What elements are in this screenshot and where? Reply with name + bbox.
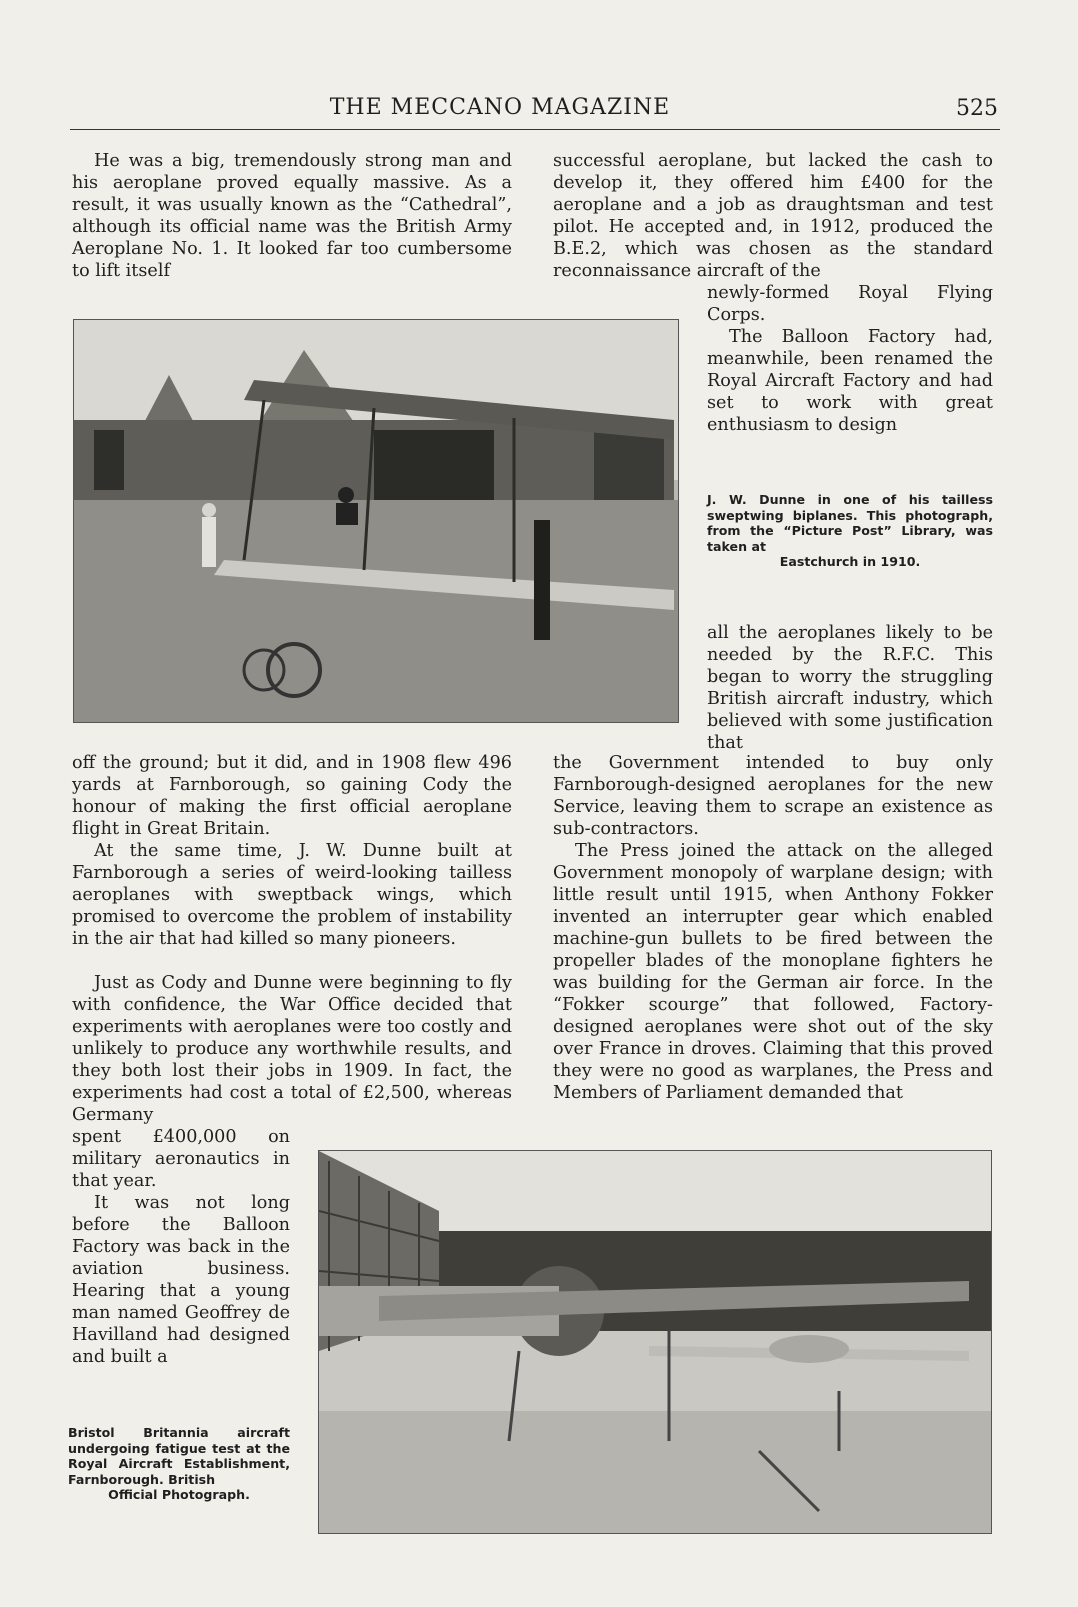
left-paragraph-5: It was not long before the Balloon Factory was back in the aviation business. Hearing that a young man named Geoffrey de Havilland had designed and built a (72, 1193, 290, 1367)
dunne-photo-caption (707, 492, 993, 570)
left-paragraph-3: At the same time, J. W. Dunne built at Farnborough a series of weird-looking tailless aeroplanes with sweptback wings, which promised to overcome the problem of instability in the air that had killed so many pioneers. (72, 841, 512, 949)
right-paragraph-1: successful aeroplane, but lacked the cash to develop it, they offered him £400 for the aeroplane and a job as draughtsman and test pilot. He accepted and, in 1912, produced the B.E.2, which was chosen as the standard reconnaissance aircraft of the (553, 151, 993, 281)
right-paragraph-3-cont: the Government intended to buy only Farnborough-designed aeroplanes for the new Service, leaving them to scrape an existence as sub-contractors. (553, 753, 993, 839)
left-paragraph-2: off the ground; but it did, and in 1908 flew 496 yards at Farnborough, so gaining Cody the honour of making the first official aeroplane flight in Great Britain. (72, 753, 512, 839)
dunne-caption-text: J. W. Dunne in one of his tailless sweptwing biplanes. This photograph, from the “Picture Post” Library, was taken at (707, 492, 993, 554)
right-paragraph-2: The Balloon Factory had, meanwhile, been renamed the Royal Aircraft Factory and had set to work with great enthusiasm to design (707, 327, 993, 435)
bristol-britannia-photo (318, 1150, 992, 1534)
right-paragraph-1-cont: newly-formed Royal Flying Corps. (707, 283, 993, 325)
left-paragraph-4-cont: spent £400,000 on military aeronautics in that year. (72, 1127, 290, 1191)
bristol-caption-text: Bristol Britannia aircraft undergoing fatigue test at the Royal Aircraft Establishment, Farnborough. British (68, 1425, 290, 1487)
dunne-caption-last-line: Eastchurch in 1910. (779, 554, 921, 569)
dunne-biplane-photo (73, 319, 679, 723)
bristol-caption-last-line: Official Photograph. (108, 1487, 250, 1502)
page-number: 525 (956, 96, 998, 121)
bristol-photo-caption (68, 1425, 290, 1503)
left-paragraph-4: Just as Cody and Dunne were beginning to fly with confidence, the War Office decided that experiments with aeroplanes were too costly and unlikely to produce any worthwhile results, and they both lost their jobs in 1909. In fact, the experiments had cost a total of £2,500, whereas Germany (72, 973, 512, 1125)
left-paragraph-1: He was a big, tremendously strong man and his aeroplane proved equally massive. As a result, it was usually known as the “Cathedral”, although its official name was the British Army Aeroplane No. 1. It looked far too cumbersome to lift itself (72, 151, 512, 281)
right-paragraph-3: all the aeroplanes likely to be needed by the R.F.C. This began to worry the struggling British aircraft industry, which believed with some justification that (707, 623, 993, 753)
right-paragraph-4: The Press joined the attack on the alleged Government monopoly of warplane design; with little result until 1915, when Anthony Fokker invented an interrupter gear which enabled machine-gun bullets to be fired between the propeller blades of the monoplane fighters he was building for the German air force. In the “Fokker scourge” that followed, Factory-designed aeroplanes were shot out of the sky over France in droves. Claiming that this proved they were no good as warplanes, the Press and Members of Parliament demanded that (553, 841, 993, 1103)
header-rule (70, 129, 1000, 130)
magazine-title: THE MECCANO MAGAZINE (329, 95, 671, 120)
